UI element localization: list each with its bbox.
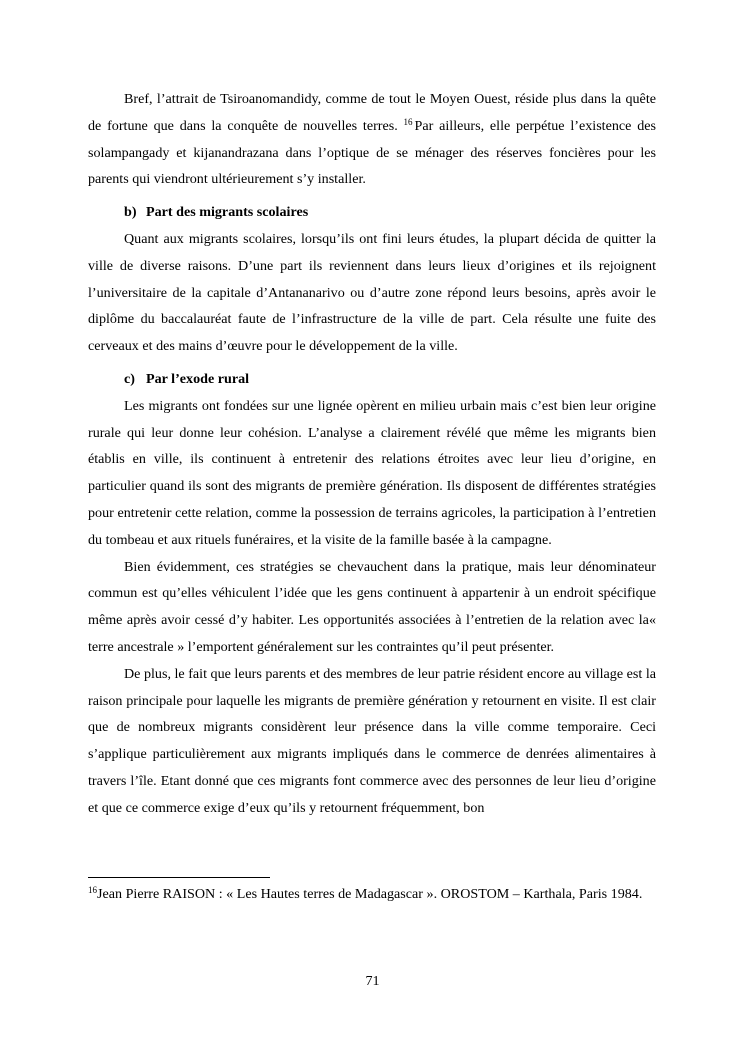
paragraph-1 — [88, 86, 656, 193]
paragraph-3: Les migrants ont fondées sur une lignée opèrent en milieu urbain mais c’est bien leur origine rurale qui leur donne leur cohésion. L’analyse a clairement révélé que même les migrants bien établis en ville, ils continuent à entretenir des relations étroites avec leur lieu d’origine, en particulier quand ils sont des migrants de première génération. Ils disposent de différentes stratégies pour entretenir cette relation, comme la possession de terrains agricoles, la participation à l’entretien du tombeau et aux rituels funéraires, et la visite de la famille basée à la campagne. — [88, 397, 656, 548]
paragraph-1-text-b: Par ailleurs, elle perpétue l’existence des solampangady et kijanandrazana dans l’optique de se ménager des réserves foncières pour les parents qui viendront ultérieurement s’y installer. — [88, 117, 656, 188]
footnote — [88, 881, 656, 908]
paragraph-1-text-a: Bref, l’attrait de Tsiroanomandidy, comme de tout le Moyen Ouest, réside plus dans la quête de fortune que dans la conquête de nouvelles terres. — [88, 91, 656, 134]
footnote-separator — [88, 877, 270, 878]
footnote-text: Jean Pierre RAISON : « Les Hautes terres de Madagascar ». OROSTOM – Karthala, Paris 1984. — [97, 886, 643, 902]
paragraph-5: De plus, le fait que leurs parents et des membres de leur patrie résident encore au village est la raison principale pour laquelle les migrants de première génération y retournent en visite. Il est clair que de nombreux migrants considèrent leur présence dans la ville comme temporaire. Ceci s’applique particulièrement aux migrants impliqués dans le commerce de denrées alimentaires à travers l’île. Etant donné que ces migrants font commerce avec des personnes de leur lieu d’origine et que ce commerce exige d’eux qu’ils y retournent fréquemment, bon — [88, 665, 656, 816]
section-heading-c-title: Par l’exode rural — [146, 370, 250, 387]
footnote-reference: 16 — [403, 116, 413, 127]
page-body — [88, 86, 656, 822]
section-heading-b-title: Part des migrants scolaires — [146, 204, 309, 221]
section-heading-b — [88, 199, 656, 226]
section-heading-c-number: c) — [124, 370, 135, 387]
page-number: 71 — [365, 973, 380, 989]
section-heading-c — [88, 366, 656, 393]
footnote-marker: 16 — [88, 885, 97, 895]
section-heading-b-number: b) — [124, 204, 137, 221]
paragraph-2: Quant aux migrants scolaires, lorsqu’ils ont fini leurs études, la plupart décida de quitter la ville de diverse raisons. D’une part ils reviennent dans leurs lieux d’origines et ils rejoignent l’universitaire de la capitale d’Antananarivo ou d’autre zone répond leurs besoins, après avoir le diplôme du baccalauréat faute de l’infrastructure de la ville de part. Cela résulte une fuite des cerveaux et des mains d’œuvre pour le développement de la ville. — [88, 230, 656, 355]
paragraph-4: Bien évidemment, ces stratégies se chevauchent dans la pratique, mais leur dénominateur commun est qu’elles véhiculent l’idée que les gens continuent à appartenir à un endroit spécifique même après avoir cessé d’y habiter. Les opportunités associées à l’entretien de la relation avec la« terre ancestrale » l’emportent généralement sur les contraintes qu’il peut présenter. — [88, 558, 656, 655]
